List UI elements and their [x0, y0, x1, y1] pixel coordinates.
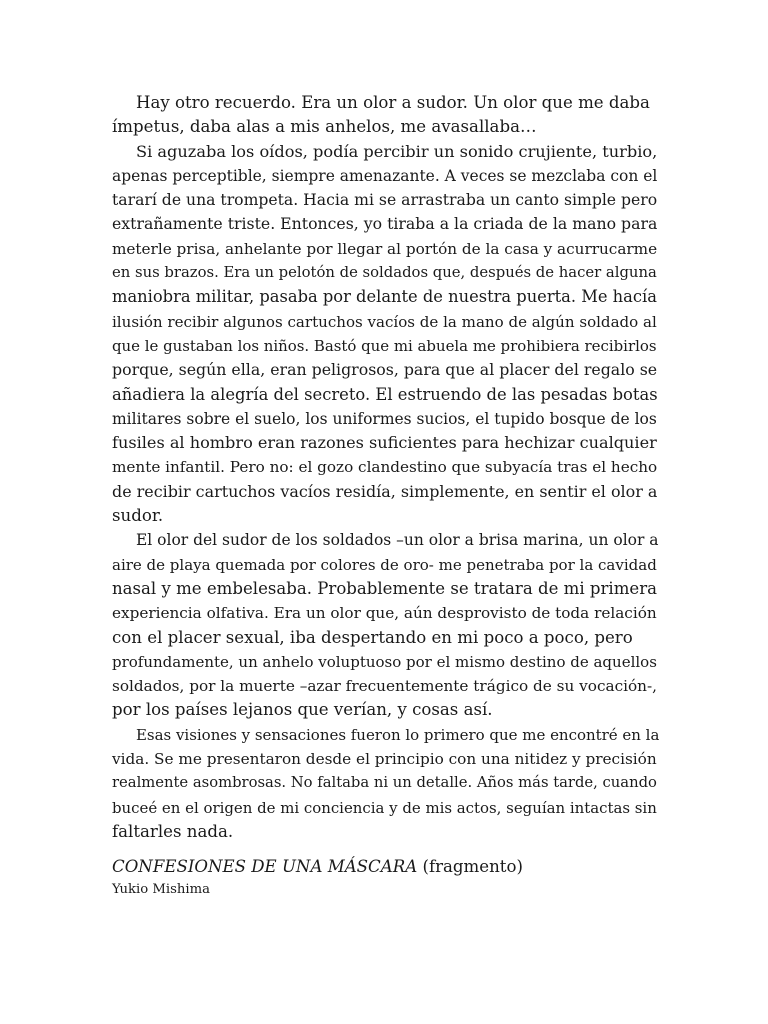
text-line: nasal y me embelesaba. Probablemente se tratara de mi primera	[112, 578, 658, 598]
text-line: soldados, por la muerte –azar frecuentemente trágico de su vocación-,	[112, 677, 658, 696]
body-text	[112, 91, 660, 844]
paragraph	[112, 140, 657, 529]
paragraph	[112, 723, 660, 844]
document-page	[112, 91, 660, 901]
title-suffix: (fragmento)	[417, 857, 523, 877]
text-line: extrañamente triste. Entonces, yo tiraba a la criada de la mano para	[112, 214, 658, 234]
source-title	[112, 855, 657, 879]
text-line: buceé en el origen de mi conciencia y de mis actos, seguían intactas sin	[112, 798, 657, 817]
text-line: añadiera la alegría del secreto. El estruendo de las pesadas botas	[112, 384, 658, 404]
book-title: CONFESIONES DE UNA MÁSCARA	[112, 857, 418, 877]
text-line: fusiles al hombro eran razones suficientes para hechizar cualquier	[112, 433, 657, 453]
paragraph	[112, 528, 657, 722]
text-line: ímpetus, daba alas a mis anhelos, me avasallaba…	[112, 117, 537, 137]
paragraph	[112, 91, 657, 140]
text-line: tararí de una trompeta. Hacia mi se arrastraba un canto simple pero	[112, 190, 658, 210]
text-line: realmente asombrosas. No faltaba ni un detalle. Años más tarde, cuando	[112, 774, 657, 792]
text-line: mente infantil. Pero no: el gozo clandestino que subyacía tras el hecho	[112, 458, 658, 477]
text-line: experiencia olfativa. Era un olor que, aún desprovisto de toda relación	[112, 604, 657, 623]
text-line: militares sobre el suelo, los uniformes sucios, el tupido bosque de los	[112, 409, 657, 428]
text-line: Esas visiones y sensaciones fueron lo primero que me encontré en la	[136, 725, 660, 744]
text-line: ilusión recibir algunos cartuchos vacíos de la mano de algún soldado al	[112, 312, 657, 331]
text-line: apenas perceptible, siempre amenazante. A veces se mezclaba con el	[112, 166, 658, 185]
text-line: sudor.	[112, 506, 164, 526]
text-line: El olor del sudor de los soldados –un olor a brisa marina, un olor a	[136, 531, 659, 550]
author-name: Yukio Mishima	[112, 882, 210, 898]
text-line: Si aguzaba los oídos, podía percibir un sonido crujiente, turbio,	[136, 141, 658, 161]
text-line: por los países lejanos que verían, y cosas así.	[112, 700, 493, 720]
text-line: porque, según ella, eran peligrosos, para que al placer del regalo se	[112, 360, 658, 380]
text-line: faltarles nada.	[112, 821, 234, 841]
text-line: profundamente, un anhelo voluptuoso por el mismo destino de aquellos	[112, 652, 657, 671]
text-line: Hay otro recuerdo. Era un olor a sudor. Un olor que me daba	[136, 93, 650, 112]
text-line: aire de playa quemada por colores de oro- me penetraba por la cavidad	[112, 555, 657, 574]
text-line: maniobra militar, pasaba por delante de nuestra puerta. Me hacía	[112, 287, 657, 307]
text-line: vida. Se me presentaron desde el principio con una nitidez y precisión	[112, 750, 657, 769]
text-line: en sus brazos. Era un pelotón de soldados que, después de hacer alguna	[112, 264, 657, 282]
text-line: meterle prisa, anhelante por llegar al portón de la casa y acurrucarme	[112, 239, 658, 258]
text-line: de recibir cartuchos vacíos residía, simplemente, en sentir el olor a	[112, 481, 658, 501]
text-line: que le gustaban los niños. Bastó que mi abuela me prohibiera recibirlos	[112, 336, 657, 355]
text-line: con el placer sexual, iba despertando en mi poco a poco, pero	[112, 627, 633, 647]
